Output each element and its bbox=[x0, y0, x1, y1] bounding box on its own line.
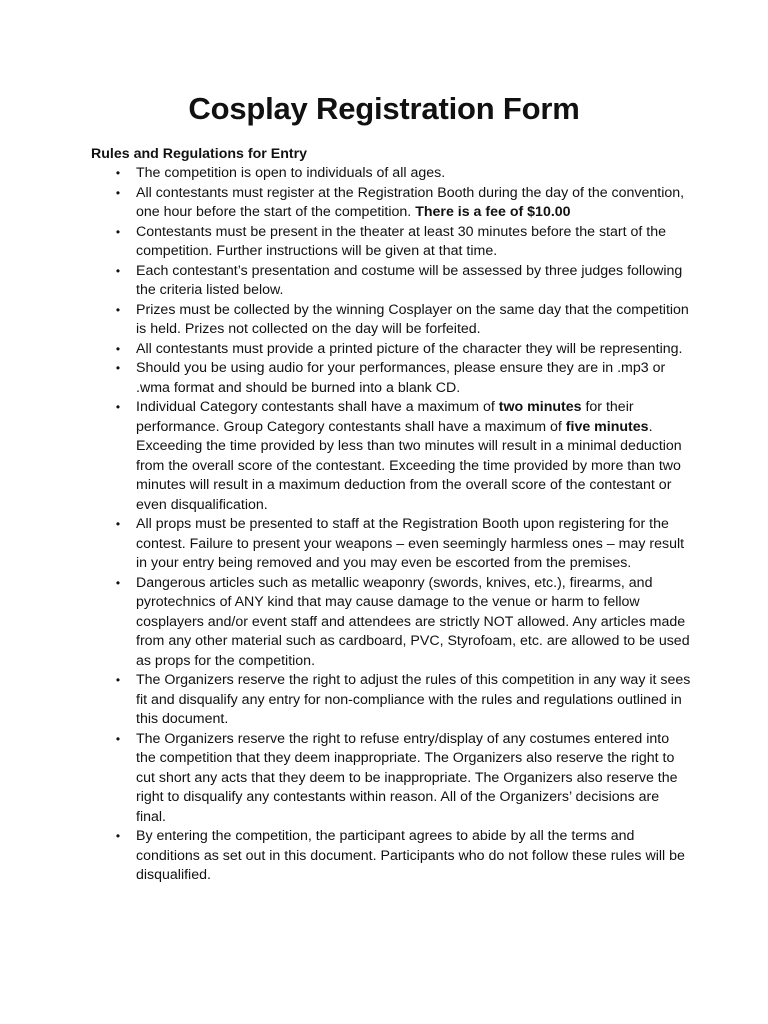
section-heading: Rules and Regulations for Entry bbox=[91, 146, 307, 162]
rule-item bbox=[91, 164, 691, 184]
bullet-icon: • bbox=[115, 517, 121, 531]
rule-emphasis: five minutes bbox=[565, 418, 649, 435]
rule-text-segment: Each contestant’s presentation and costume will be assessed by three judges following the criteria listed below. bbox=[136, 262, 683, 298]
rule-text bbox=[136, 575, 690, 669]
rule-text-segment: The competition is open to individuals of all ages. bbox=[136, 165, 446, 181]
rule-item bbox=[91, 262, 691, 301]
page-title: Cosplay Registration Form bbox=[188, 91, 580, 126]
rule-text-segment: Dangerous articles such as metallic weaponry (swords, knives, etc.), firearms, and pyrotechnics of ANY kind that may cause damage to the venue or harm to fellow cosplayers and/or event staff and attendees are strictly NOT allowed. Any articles made from any other material such as cardboard, PVC, Styrofoam, etc. are allowed to be used as props for the competition. bbox=[136, 574, 690, 669]
bullet-icon: • bbox=[115, 341, 121, 356]
rule-item bbox=[91, 223, 691, 262]
bullet-icon: • bbox=[115, 302, 121, 317]
rule-text bbox=[136, 341, 683, 357]
rule-item bbox=[91, 827, 691, 886]
bullet-icon: • bbox=[115, 575, 121, 590]
rule-item bbox=[91, 574, 691, 672]
rule-item bbox=[91, 184, 691, 223]
bullet-icon: • bbox=[115, 166, 121, 180]
rule-item bbox=[91, 515, 691, 574]
bullet-icon: • bbox=[115, 673, 121, 687]
rule-text-segment: The Organizers reserve the right to refuse entry/display of any costumes entered into the competition that they deem inappropriate. The Organizers also reserve the right to cut short any acts that they deem to be inappropriate. The Organizers also reserve the right to disqualify any contestants within reason. All of the Organizers’ decisions are final. bbox=[136, 730, 678, 825]
rule-text bbox=[136, 731, 678, 825]
rule-item bbox=[91, 671, 691, 730]
rule-text-segment: All props must be presented to staff at the Registration Booth upon registering for the contest. Failure to present your weapons – even seemingly harmless ones – may result in your entry being removed and you may even be escorted from the premises. bbox=[136, 516, 685, 571]
rules-list bbox=[91, 164, 691, 886]
rule-text-segment: All contestants must provide a printed picture of the character they will be representing. bbox=[136, 340, 683, 357]
rule-text bbox=[136, 672, 690, 727]
rule-text bbox=[136, 516, 684, 571]
rule-text-segment: Individual Category contestants shall have a maximum of bbox=[136, 399, 499, 415]
rule-item bbox=[91, 398, 691, 515]
rule-item bbox=[91, 301, 691, 340]
rule-item bbox=[91, 359, 691, 398]
rule-text bbox=[136, 360, 665, 396]
bullet-icon: • bbox=[115, 731, 121, 746]
rule-item bbox=[91, 340, 691, 360]
rule-item bbox=[91, 730, 691, 828]
bullet-icon: • bbox=[115, 400, 121, 414]
rule-text-segment: All contestants must register at the Registration Booth during the day of the convention, one hour before the start of the competition. bbox=[136, 184, 685, 220]
bullet-icon: • bbox=[115, 263, 121, 278]
rule-text bbox=[136, 165, 445, 181]
bullet-icon: • bbox=[115, 829, 121, 843]
rule-text-segment: . Exceeding the time provided by less than two minutes will result in a minimal deduction from the overall score of the contestant. Exceeding the time provided by more than two minutes will result in a maximum deduction from the overall score of the contestant or even disqualification. bbox=[136, 418, 682, 513]
rule-text bbox=[136, 224, 666, 260]
rule-emphasis: There is a fee of $10.00 bbox=[415, 204, 571, 220]
rule-text-segment: Should you be using audio for your performances, please ensure they are in .mp3 or .wma format and should be burned into a blank CD. bbox=[136, 360, 666, 396]
rule-text bbox=[136, 302, 689, 338]
rule-text-segment: Prizes must be collected by the winning Cosplayer on the same day that the competition is held. Prizes not collected on the day will be forfeited. bbox=[136, 301, 689, 337]
rule-text bbox=[136, 185, 684, 221]
bullet-icon: • bbox=[115, 224, 121, 239]
rule-text bbox=[136, 263, 682, 299]
rule-text bbox=[136, 828, 685, 883]
rule-text-segment: By entering the competition, the participant agrees to abide by all the terms and conditions as set out in this document. Participants who do not follow these rules will be disqualified. bbox=[136, 828, 685, 883]
rule-text bbox=[136, 399, 682, 513]
rule-text-segment: for their performance. Group Category contestants shall have a maximum of bbox=[136, 399, 634, 435]
rule-emphasis: two minutes bbox=[498, 399, 582, 415]
rule-text-segment: Contestants must be present in the theater at least 30 minutes before the start of the competition. Further instructions will be given at that time. bbox=[136, 223, 666, 259]
rule-text-segment: The Organizers reserve the right to adjust the rules of this competition in any way it sees fit and disqualify any entry for non-compliance with the rules and regulations outlined in this document. bbox=[136, 672, 691, 727]
bullet-icon: • bbox=[115, 361, 121, 375]
bullet-icon: • bbox=[115, 185, 121, 200]
